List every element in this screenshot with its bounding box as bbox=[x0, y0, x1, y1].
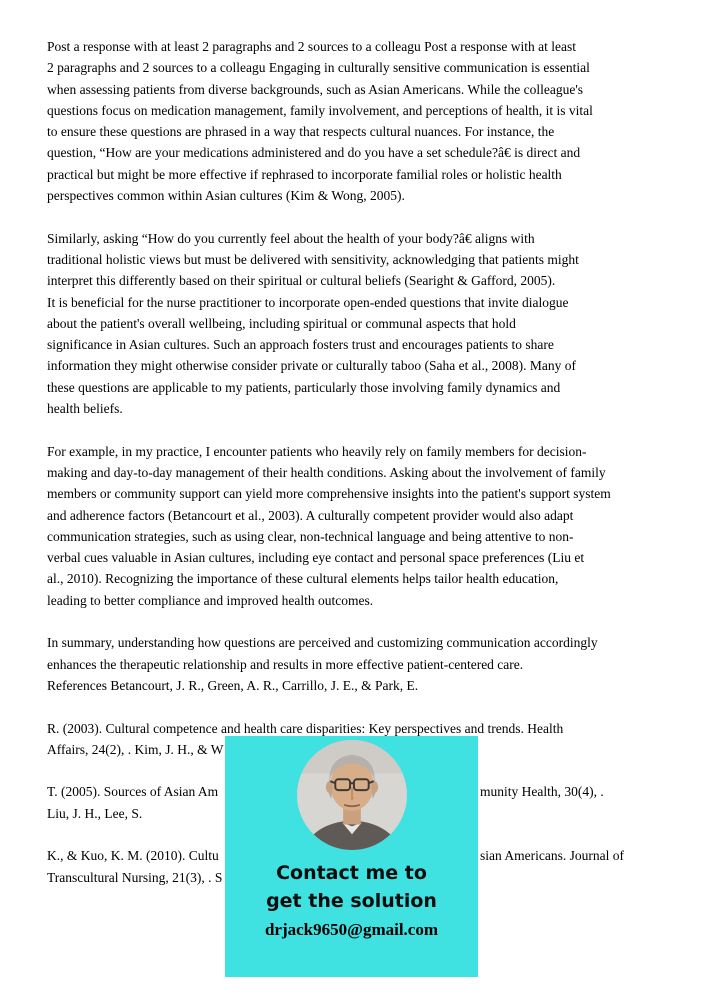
text-line: when assessing patients from diverse backgrounds, such as Asian Americans. While the colleague's bbox=[47, 81, 584, 97]
text-line: perspectives common within Asian cultures (Kim & Wong, 2005). bbox=[47, 188, 405, 204]
text-line: traditional holistic views but must be delivered with sensitivity, acknowledging that patients might bbox=[47, 251, 579, 267]
text-line: practical but might be more effective if rephrased to incorporate familial roles or holistic health bbox=[47, 166, 562, 182]
text-line: information they might otherwise consider private or culturally taboo (Saha et al., 2008). Many of bbox=[47, 358, 576, 374]
text-line: interpret this differently based on their spiritual or cultural beliefs (Searight & Gafford, 2005). bbox=[47, 273, 556, 289]
text-fragment-left: K., & Kuo, K. M. (2010). Cultu bbox=[47, 848, 219, 864]
text-line: verbal cues valuable in Asian cultures, including eye contact and personal space preferences (Liu et bbox=[47, 550, 585, 566]
paragraph bbox=[47, 228, 665, 420]
text-fragment-right: munity Health, 30(4), . bbox=[480, 784, 604, 800]
text-line: members or community support can yield more comprehensive insights into the patient's support system bbox=[47, 486, 611, 502]
text-line: enhances the therapeutic relationship and results in more effective patient-centered care. bbox=[47, 656, 524, 672]
text-line: 2 paragraphs and 2 sources to a colleagu Engaging in culturally sensitive communication is essential bbox=[47, 60, 590, 76]
paragraph bbox=[47, 36, 665, 206]
paragraph bbox=[47, 632, 665, 696]
text-line: References Betancourt, J. R., Green, A. R., Carrillo, J. E., & Park, E. bbox=[47, 677, 419, 693]
overlay-title bbox=[225, 859, 478, 915]
text-line: and adherence factors (Betancourt et al., 2003). A culturally competent provider would also adapt bbox=[47, 507, 574, 523]
text-fragment-left: Transcultural Nursing, 21(3), . S bbox=[47, 869, 223, 885]
overlay-title-line2: get the solution bbox=[266, 890, 437, 912]
text-fragment-left: Affairs, 24(2), . Kim, J. H., & W bbox=[47, 741, 224, 757]
text-line: making and day-to-day management of their health conditions. Asking about the involvement of family bbox=[47, 464, 606, 480]
text-line: It is beneficial for the nurse practitioner to incorporate open-ended questions that invite dialogue bbox=[47, 294, 569, 310]
overlay-email: drjack9650@gmail.com bbox=[264, 920, 439, 939]
overlay-title-line1: Contact me to bbox=[276, 862, 427, 884]
overlay-card bbox=[225, 736, 478, 977]
text-fragment-left: T. (2005). Sources of Asian Am bbox=[47, 784, 219, 800]
avatar bbox=[225, 736, 478, 850]
text-line: communication strategies, such as using clear, non-technical language and being attentive to non- bbox=[47, 528, 574, 544]
text-line: For example, in my practice, I encounter patients who heavily rely on family members for decision- bbox=[47, 443, 587, 459]
text-line: Liu, J. H., Lee, S. bbox=[47, 805, 143, 821]
text-line: Similarly, asking “How do you currently feel about the health of your body?â€ aligns with bbox=[47, 230, 535, 246]
text-line: these questions are applicable to my patients, particularly those involving family dynamics and bbox=[47, 379, 561, 395]
text-line: leading to better compliance and improved health outcomes. bbox=[47, 592, 374, 608]
text-line: significance in Asian cultures. Such an approach fosters trust and encourages patients to share bbox=[47, 337, 554, 353]
man-portrait-photo bbox=[297, 740, 407, 850]
text-line: Post a response with at least 2 paragraphs and 2 sources to a colleagu Post a response with at least bbox=[47, 39, 576, 54]
text-line: about the patient's overall wellbeing, including spiritual or communal aspects that hold bbox=[47, 315, 516, 331]
paragraph bbox=[47, 441, 665, 611]
text-line: R. (2003). Cultural competence and health care disparities: Key perspectives and trends. Health bbox=[47, 720, 564, 736]
text-fragment-right: sian Americans. Journal of bbox=[480, 848, 624, 864]
text-line: question, “How are your medications administered and do you have a set schedule?â€ is direct and bbox=[47, 145, 581, 161]
text-line: to ensure these questions are phrased in a way that respects cultural nuances. For instance, the bbox=[47, 124, 555, 140]
text-line: health beliefs. bbox=[47, 401, 123, 417]
text-line: al., 2010). Recognizing the importance of these cultural elements helps tailor health education, bbox=[47, 571, 559, 587]
text-line: In summary, understanding how questions are perceived and customizing communication accordingly bbox=[47, 635, 598, 651]
text-line: questions focus on medication management, family involvement, and perceptions of health, it is vital bbox=[47, 102, 593, 118]
